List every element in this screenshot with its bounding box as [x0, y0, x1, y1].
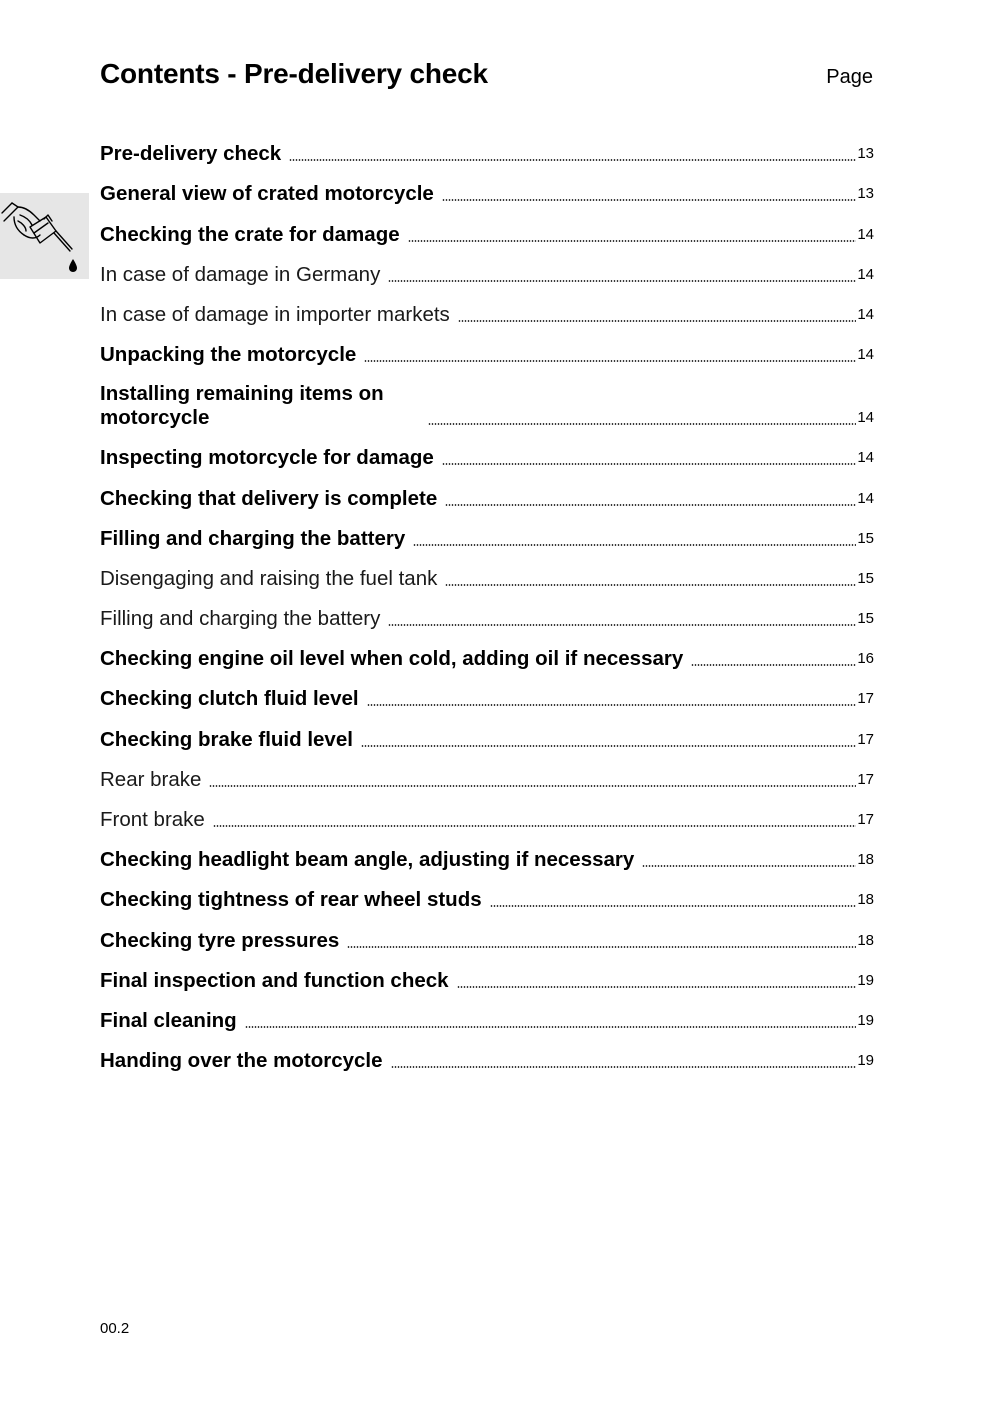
toc-entry[interactable] — [100, 675, 874, 715]
dot-leader — [361, 745, 856, 747]
toc-entry-page-number: 14 — [857, 265, 874, 283]
hand-oil-can-icon — [0, 193, 89, 279]
dot-leader — [428, 423, 856, 425]
dot-leader — [388, 280, 856, 282]
toc-entry[interactable] — [100, 434, 874, 474]
toc-entry-page-number: 16 — [857, 650, 874, 668]
toc-entry-title: Inspecting motorcycle for damage — [100, 446, 434, 470]
toc-entry[interactable] — [100, 916, 874, 956]
toc-entry[interactable] — [100, 555, 874, 595]
dot-leader — [391, 1066, 857, 1068]
page-column-label: Page — [826, 66, 873, 88]
toc-entry[interactable] — [100, 331, 874, 371]
toc-entry-page-number: 19 — [857, 1011, 874, 1029]
page-title: Contents - Pre-delivery check — [100, 58, 488, 89]
toc-entry-title: Checking tyre pressures — [100, 928, 340, 952]
toc-entry[interactable] — [100, 957, 874, 997]
toc-entry-page-number: 15 — [857, 529, 874, 547]
toc-entry-title: Rear brake — [100, 767, 202, 791]
toc-entry-title: Filling and charging the battery — [100, 607, 381, 631]
dot-leader — [413, 544, 856, 546]
toc-entry-title: Checking engine oil level when cold, adding oil if necessary — [100, 647, 684, 671]
toc-entry[interactable] — [100, 371, 874, 434]
toc-entry[interactable] — [100, 756, 874, 796]
toc-entry[interactable] — [100, 796, 874, 836]
toc-entry[interactable] — [100, 130, 874, 170]
dot-leader — [388, 624, 856, 626]
toc-entry-page-number: 14 — [857, 489, 874, 507]
toc-entry-page-number: 19 — [857, 1052, 874, 1070]
toc-entry-title: Filling and charging the battery — [100, 526, 406, 550]
toc-entry-title: Handing over the motorcycle — [100, 1049, 383, 1073]
toc-entry[interactable] — [100, 170, 874, 210]
dot-leader — [213, 825, 856, 827]
toc-entry[interactable] — [100, 291, 874, 331]
toc-entry-title: Checking the crate for damage — [100, 222, 400, 246]
footer-code: 00.2 — [100, 1320, 130, 1337]
toc-entry[interactable] — [100, 876, 874, 916]
dot-leader — [408, 240, 857, 242]
table-of-contents — [100, 130, 874, 1077]
toc-entry[interactable] — [100, 635, 874, 675]
toc-entry-page-number: 19 — [857, 971, 874, 989]
section-tab — [0, 193, 89, 279]
toc-entry-title: Checking tightness of rear wheel studs — [100, 888, 482, 912]
toc-entry[interactable] — [100, 595, 874, 635]
toc-entry[interactable] — [100, 1037, 874, 1077]
dot-leader — [445, 584, 856, 586]
dot-leader — [245, 1026, 857, 1028]
toc-entry-page-number: 15 — [857, 610, 874, 628]
toc-entry-title: Unpacking the motorcycle — [100, 343, 357, 367]
toc-entry-page-number: 13 — [857, 145, 874, 163]
toc-entry-page-number: 17 — [857, 811, 874, 828]
toc-entry[interactable] — [100, 836, 874, 876]
dot-leader — [367, 704, 857, 706]
toc-entry[interactable] — [100, 474, 874, 514]
toc-entry-page-number: 18 — [857, 851, 874, 869]
toc-entry-page-number: 13 — [857, 185, 874, 203]
dot-leader — [442, 199, 856, 201]
dot-leader — [457, 986, 857, 988]
toc-entry-title: Checking clutch fluid level — [100, 687, 359, 711]
dot-leader — [442, 463, 857, 465]
toc-entry-title: Front brake — [100, 808, 205, 831]
toc-entry-title: Checking headlight beam angle, adjusting if necessary — [100, 848, 635, 872]
toc-entry-page-number: 17 — [857, 730, 874, 748]
toc-entry-title: In case of damage in importer markets — [100, 302, 450, 326]
toc-entry-title: Installing remaining items on motorcycle — [100, 382, 384, 430]
toc-entry-page-number: 14 — [857, 449, 874, 467]
toc-entry-page-number: 17 — [857, 690, 874, 708]
dot-leader — [209, 785, 856, 787]
toc-entry-page-number: 14 — [857, 409, 874, 427]
dot-leader — [364, 360, 856, 362]
dot-leader — [458, 320, 857, 322]
toc-entry-page-number: 14 — [857, 346, 874, 364]
toc-entry-title: Final cleaning — [100, 1008, 237, 1032]
toc-entry-page-number: 15 — [857, 569, 874, 587]
dot-leader — [347, 946, 856, 948]
dot-leader — [289, 159, 856, 161]
dot-leader — [691, 664, 856, 666]
toc-entry-title: In case of damage in Germany — [100, 262, 381, 286]
dot-leader — [642, 865, 856, 867]
toc-entry[interactable] — [100, 515, 874, 555]
toc-entry[interactable] — [100, 251, 874, 291]
toc-entry-page-number: 18 — [857, 891, 874, 909]
toc-entry-title: Final inspection and function check — [100, 968, 449, 992]
dot-leader — [490, 905, 857, 907]
toc-entry-page-number: 14 — [857, 305, 874, 323]
toc-entry-title: Checking that delivery is complete — [100, 486, 438, 510]
toc-entry-title: General view of crated motorcycle — [100, 182, 434, 206]
toc-entry[interactable] — [100, 715, 874, 755]
toc-entry-title: Pre-delivery check — [100, 142, 282, 166]
toc-entry[interactable] — [100, 210, 874, 250]
toc-entry-page-number: 14 — [857, 225, 874, 243]
toc-entry-page-number: 18 — [857, 931, 874, 949]
toc-entry-page-number: 17 — [857, 770, 874, 788]
toc-entry[interactable] — [100, 997, 874, 1037]
dot-leader — [445, 504, 856, 506]
toc-entry-title: Checking brake fluid level — [100, 727, 353, 751]
toc-entry-title: Disengaging and raising the fuel tank — [100, 566, 438, 590]
